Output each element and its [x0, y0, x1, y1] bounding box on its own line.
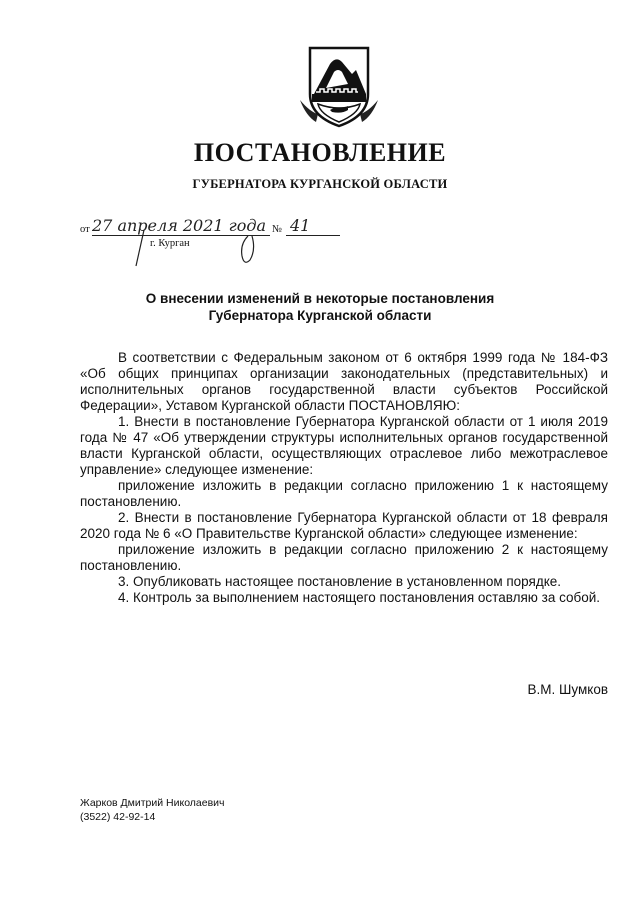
document-subtitle: ГУБЕРНАТОРА КУРГАНСКОЙ ОБЛАСТИ — [192, 177, 448, 191]
paragraph-item-4: 4. Контроль за выполнением настоящего постановления оставляю за собой. — [118, 590, 601, 605]
heading-line-2: Губернатора Курганской области — [208, 308, 432, 323]
heading-line-1: О внесении изменений в некоторые постановления — [145, 291, 495, 306]
number-underline — [286, 235, 340, 236]
date-prefix: от — [80, 224, 90, 235]
paragraph-item-1: 1. Внести в постановление Губернатора Курганской области от 1 июля 2019 года № 47 «Об утверждении структуры исполнительных органов государственной власти Курганской области, осуществляющих отраслевое либо межотраслевое управление» следующее изменение: — [80, 414, 608, 477]
date-number-block — [80, 218, 350, 268]
handwritten-number: 41 — [290, 216, 311, 235]
number-sign: № — [272, 224, 283, 235]
paragraph-item-2-detail: приложение изложить в редакции согласно приложению 2 к настоящему постановлению. — [80, 542, 608, 573]
pen-stroke-left — [130, 228, 150, 268]
paragraph-preamble: В соответствии с Федеральным законом от 6 октября 1999 года № 184-ФЗ «Об общих принципах организации законодательных (представительных) и исполнительных органов государственной власти субъектов Российской Федерации», Уставом Курганской области ПОСТАНОВЛЯЮ: — [80, 350, 608, 413]
kurgan-coat-of-arms-icon — [296, 42, 382, 130]
pen-stroke-right — [230, 232, 260, 268]
signature-name: В.М. Шумков — [527, 682, 608, 697]
document-body — [80, 350, 608, 606]
executor-phone: (3522) 42-92-14 — [80, 811, 156, 823]
executor-name: Жарков Дмитрий Николаевич — [80, 797, 225, 809]
document-title: ПОСТАНОВЛЕНИЕ — [193, 138, 447, 167]
city: г. Курган — [150, 238, 190, 249]
handwritten-date: 27 апреля 2021 года — [92, 216, 267, 235]
executor-block — [80, 796, 225, 824]
paragraph-item-3: 3. Опубликовать настоящее постановление в установленном порядке. — [118, 574, 562, 589]
document-heading — [0, 290, 640, 324]
paragraph-item-1-detail: приложение изложить в редакции согласно приложению 1 к настоящему постановлению. — [80, 478, 608, 509]
paragraph-item-2: 2. Внести в постановление Губернатора Курганской области от 18 февраля 2020 года № 6 «О Правительстве Курганской области» следующее изменение: — [80, 510, 608, 541]
